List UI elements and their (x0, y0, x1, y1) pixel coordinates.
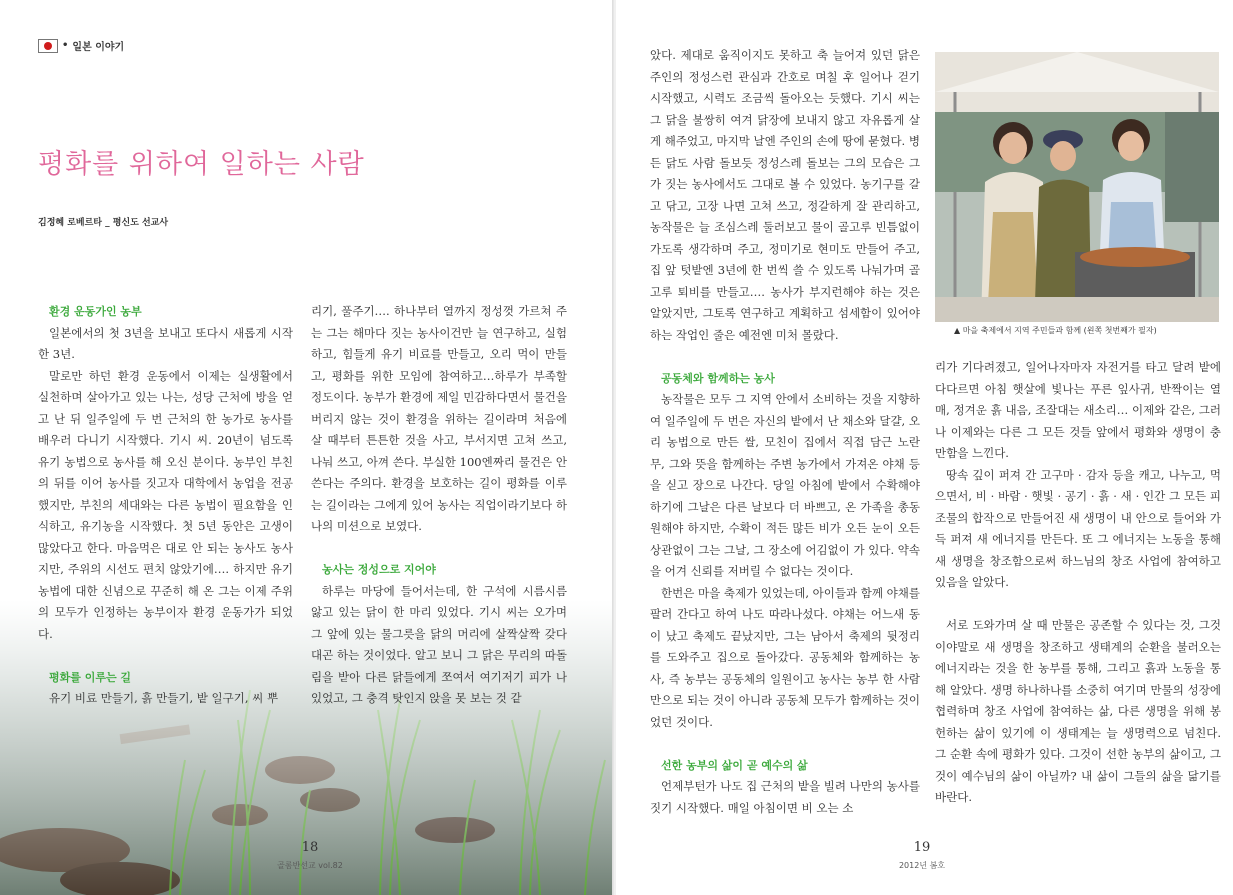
section-tag (38, 38, 124, 53)
section-tag-label: 일본 이야기 (72, 42, 125, 53)
paragraph: 하루는 마당에 들어서는데, 한 구석에 시름시름 앓고 있는 닭이 한 마리 있었다. 기시 씨는 오가며 그 앞에 있는 물그릇을 닭의 머리에 살짝살짝 갖다 대곤 하는 것이었다. 알고 보니 그 닭은 무리의 따돌림을 받아 다른 닭들에게 쪼여서 여기저기 피가 나 있었고, 그 충격 탓인지 앉을 못 보는 것 같 (311, 583, 567, 705)
paragraph: 리기, 풀주기…. 하나부터 열까지 정성껏 가르쳐 주는 그는 해마다 짓는 농사이건만 늘 연구하고, 실험하고, 힘들게 유기 비료를 만들고, 오리 먹이 만들고, 평화를 위한 모임에 참여하고…하루가 부족할 정도이다. 농부가 환경에 제일 민감하다면서 물건을 버리지 않는 것이 환경을 위하는 길이라며 처음에 살 때부터 튼튼한 것을 사고, 부서지면 고쳐 쓰고, 나눠 쓰고, 아껴 쓴다. 부실한 100엔짜리 물건은 안 쓴다는 주의다. 환경을 보호하는 길이 평화를 이루는 길이라는 그에게 있어 농사는 직업이라기보다 하나의 미션으로 보였다. (311, 304, 567, 533)
subheading: 환경 운동가인 농부 (49, 305, 142, 318)
left-column-1 (38, 301, 293, 710)
paragraph: 리가 기다려졌고, 일어나자마자 자전거를 타고 달려 밭에 다다르면 아침 햇살에 빛나는 푸른 잎사귀, 반짝이는 열매, 정겨운 흙 내음, 조잘대는 새소리… 이제와 같은, 그러나 이제와는 다른 그 모든 것들 앞에서 평화와 생명이 충만함을 느낀다. (935, 360, 1221, 460)
right-column-2 (935, 357, 1221, 809)
article-title: 평화를 위하여 일하는 사람 (38, 149, 365, 180)
right-page (616, 0, 1233, 895)
photo-caption: ▲ 마을 축제에서 지역 주민들과 함께 (왼쪽 첫번째가 필자) (954, 326, 1157, 335)
page-label-right: 2012년 봄호 (898, 861, 946, 870)
subheading: 농사는 정성으로 지어야 (322, 563, 436, 576)
subheading: 공동체와 함께하는 농사 (661, 371, 775, 385)
left-page (0, 0, 614, 895)
right-column-1 (650, 45, 920, 819)
paragraph: 농작물은 모두 그 지역 안에서 소비하는 것을 지향하여 일주일에 두 번은 자신의 밭에서 난 채소와 달걀, 오리 농법으로 만든 쌀, 모친이 집에서 직접 담근 노란 무, 그와 뜻을 함께하는 주변 농가에서 가져온 야채 등을 싣고 장으로 나간다. 당일 아침에 밭에서 수확해야 하기에 그날은 다른 날보다 더 바쁘고, 온 가족을 총동원해야 하지만, 수확이 적든 많든 비가 오든 눈이 오든 상관없이 그는 그날, 그 장소에 어김없이 가 있다. 약속을 어겨 신뢰를 저버릴 수 없다는 것이다. (650, 392, 920, 578)
paragraph: 한번은 마을 축제가 있었는데, 아이들과 함께 야채를 팔러 간다고 하여 나도 따라나섰다. 야채는 어느새 동이 났고 축제도 끝났지만, 그는 남아서 축제의 뒷정리를 도와주고 집으로 돌아갔다. 공동체와 함께하는 농사, 즉 농부는 공동체의 일원이고 농사는 농부 한 사람만으로 되는 것이 아니라 공동체 모두가 함께하는 것이었던 것이다. (650, 585, 920, 729)
page-number-right: 19 (913, 840, 931, 855)
paragraph: 말로만 하던 환경 운동에서 이제는 실생활에서 실천하며 살아가고 있는 나는, 성당 근처에 방을 얻고 난 뒤 일주일에 두 번 근처의 한 농가로 농사를 배우러 다니기 시작했다. 기시 씨. 20년이 넘도록 유기 농법으로 농사를 해 오신 분이다. 농부인 부친의 뒤를 이어 농사를 짓고자 대학에서 농업을 전공했지만, 부친의 세대와는 다른 농법이 필요함을 인식하고, 유기농을 시작했다. 첫 5년 동안은 고생이 많았다고 한다. 마음먹은 대로 안 되는 농사도 농사지만, 주위의 시선도 편치 않았기에…. 하지만 유기 농법에 대한 신념으로 꾸준히 해 온 그는 이제 주위의 모두가 인정하는 농부이자 환경 운동가가 되었다. (38, 368, 293, 641)
left-column-2 (311, 301, 567, 710)
subheading: 선한 농부의 삶이 곧 예수의 삶 (661, 758, 808, 772)
festival-photo (935, 52, 1219, 322)
paragraph: 땅속 깊이 퍼져 간 고구마 · 감자 등을 캐고, 나누고, 먹으면서, 비 · 바람 · 햇빛 · 공기 · 흙 · 새 · 인간 그 모든 피조물의 합작으로 만들어진 새 생명이 내 안으로 들어와 가득 퍼져 새 에너지를 만든다. 또 그 에너지는 노동을 통해 새 생명을 창조함으로써 하느님의 창조 사업에 참여하고 있음을 알았다. (935, 467, 1221, 589)
paragraph: 일본에서의 첫 3년을 보내고 또다시 새롭게 시작한 3년. (38, 325, 293, 361)
byline: 김정혜 로베르타 _ 평신도 선교사 (38, 218, 169, 228)
page-label-left: 골롬반선교 vol.82 (277, 861, 343, 870)
subheading: 평화를 이루는 길 (49, 670, 132, 684)
paragraph: 았다. 제대로 움직이지도 못하고 축 늘어져 있던 닭은 주인의 정성스런 관심과 간호로 며칠 후 일어나 걷기 시작했고, 시력도 조금씩 돌아오는 듯했다. 기시 씨는 그 닭을 불쌍히 여겨 닭장에 보내지 않고 자유롭게 살게 해주었고, 마지막 날엔 주인의 손에 땅에 묻혔다. 병든 닭도 사람 돌보듯 정성스레 돌보는 그의 모습은 그가 짓는 농사에서도 그대로 볼 수 있었다. 농기구를 갈고 닦고, 고장 나면 고쳐 쓰고, 정갈하게 잘 관리하고, 농작물은 늘 조심스레 둘러보고 물이 골고루 빈틈없이 가도록 생각하며 주고, 정미기로 현미도 만들어 주고, 집 앞 텃밭엔 3년에 한 번씩 쓸 수 있도록 나눠가며 골고루 퇴비를 만들고…. 농사가 부지런해야 하는 것은 알았지만, 그토록 연구하고 계획하고 섬세함이 있어야 하는 작업인 줄은 예전엔 미처 몰랐다. (650, 48, 920, 342)
page-number-left: 18 (301, 840, 319, 855)
paragraph: 서로 도와가며 살 때 만물은 공존할 수 있다는 것, 그것이야말로 새 생명을 창조하고 생태계의 순환을 불러오는 에너지라는 것을 한 농부를 통해, 그리고 흙과 노동을 통해 알았다. 생명 하나하나를 소중히 여기며 만물의 성장에 협력하며 창조 사업에 참여하는 삶, 다른 생명을 위해 봉헌하는 삶이 있기에 이 생태계는 늘 생명력으로 넘친다. 그 순환 속에 평화가 있다. 그것이 선한 농부의 삶이고, 그것이 예수님의 삶이 아닐까? 내 삶이 그들의 삶을 닮기를 바란다. (935, 618, 1221, 804)
paragraph: 언제부턴가 나도 집 근처의 밭을 빌려 나만의 농사를 짓기 시작했다. 매일 아침이면 비 오는 소 (650, 779, 920, 815)
paragraph: 유기 비료 만들기, 흙 만들기, 밭 일구기, 씨 뿌 (49, 691, 279, 705)
bullet: • (62, 40, 69, 51)
japan-flag-icon (38, 39, 58, 53)
